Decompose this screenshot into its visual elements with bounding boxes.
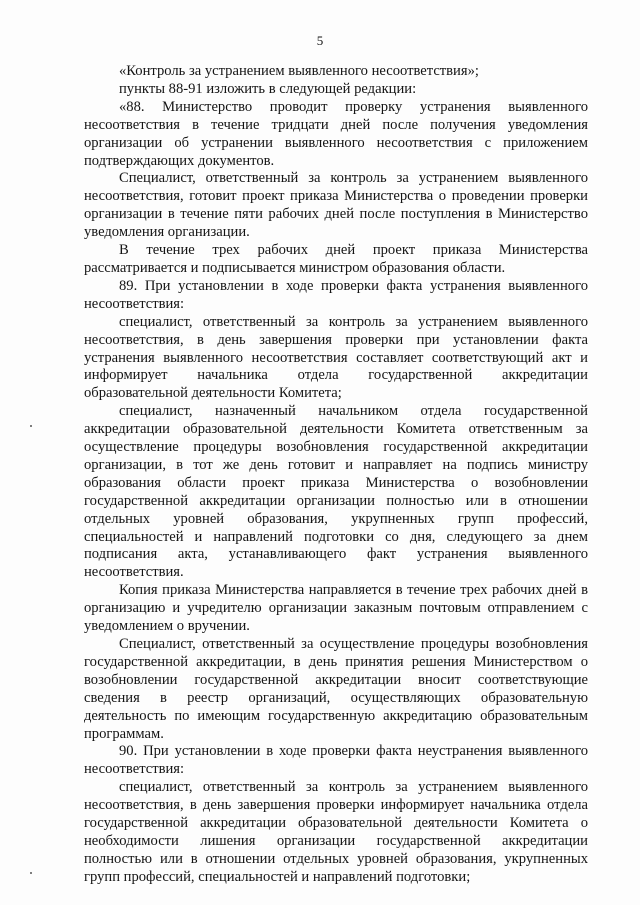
paragraph-deprivation-notice: специалист, ответственный за контроль за устранением выявленного несоответствия, в день завершения проверки информирует начальника отдела государственной аккредитации образовательной деятельности Комитета о необходимости лишения организации государственной аккредитации полностью или в отношении отдельных уровней образования, укрупненных групп профессий, специальностей и направлений подготовки; xyxy=(84,779,588,885)
paragraph-renewal-order: специалист, назначенный начальником отдела государственной аккредитации образовательной деятельности Комитета ответственным за осуществление процедуры возобновления государственной аккредитации организации, в тот же день готовит и направляет на подпись министру образования области проект приказа Министерства о возобновлении государственной аккредитации организации полностью или в отношении отдельных уровней образования, укрупненных групп профессий, специальностей и направлений подготовки со дня, следующего за днем подписания акта, устанавливающего факт устранения выявленного несоответствия. xyxy=(84,403,588,581)
paragraph-order-review: В течение трех рабочих дней проект приказа Министерства рассматривается и подписывается министром образования области. xyxy=(84,242,588,276)
document-body xyxy=(84,63,588,887)
paragraph-section-title: «Контроль за устранением выявленного несоответствия»; xyxy=(119,63,479,79)
paragraph-amendment-intro: пункты 88-91 изложить в следующей редакции: xyxy=(119,80,417,97)
paragraph-clause-89: 89. При установлении в ходе проверки факта устранения выявленного несоответствия: xyxy=(84,277,588,312)
paragraph-clause-88: «88. Министерство проводит проверку устранения выявленного несоответствия в течение тридцати дней после получения уведомления организации об устранении выявленного несоответствия с приложением подтверждающих документов. xyxy=(84,98,588,169)
paragraph-specialist-prepares-order: Специалист, ответственный за контроль за устранением выявленного несоответствия, готовит проект приказа Министерства о проведении проверки организации в течение пяти рабочих дней после поступления в Министерство уведомления организации. xyxy=(84,170,588,241)
paragraph-registry-update: Специалист, ответственный за осуществление процедуры возобновления государственной аккредитации, в день принятия решения Министерством о возобновлении государственной аккредитации вносит соответствующие сведения в реестр организаций, осуществляющих образовательную деятельность по имеющим государственную аккредитацию образовательным программам. xyxy=(84,636,588,742)
scan-speck xyxy=(30,872,32,874)
page-number: 5 xyxy=(316,33,324,48)
scan-speck xyxy=(30,425,32,427)
paragraph-order-copy-sent: Копия приказа Министерства направляется в течение трех рабочих дней в организацию и учредителю организации заказным почтовым отправлением с уведомлением о вручении. xyxy=(84,582,588,635)
paragraph-clause-90: 90. При установлении в ходе проверки факта неустранения выявленного несоответствия: xyxy=(84,743,588,778)
paragraph-act-drawn-up: специалист, ответственный за контроль за устранением выявленного несоответствия, в день завершения проверки при установлении факта устранения выявленного несоответствия составляет соответствующий акт и информирует начальника отдела государственной аккредитации образовательной деятельности Комитета; xyxy=(84,313,588,402)
